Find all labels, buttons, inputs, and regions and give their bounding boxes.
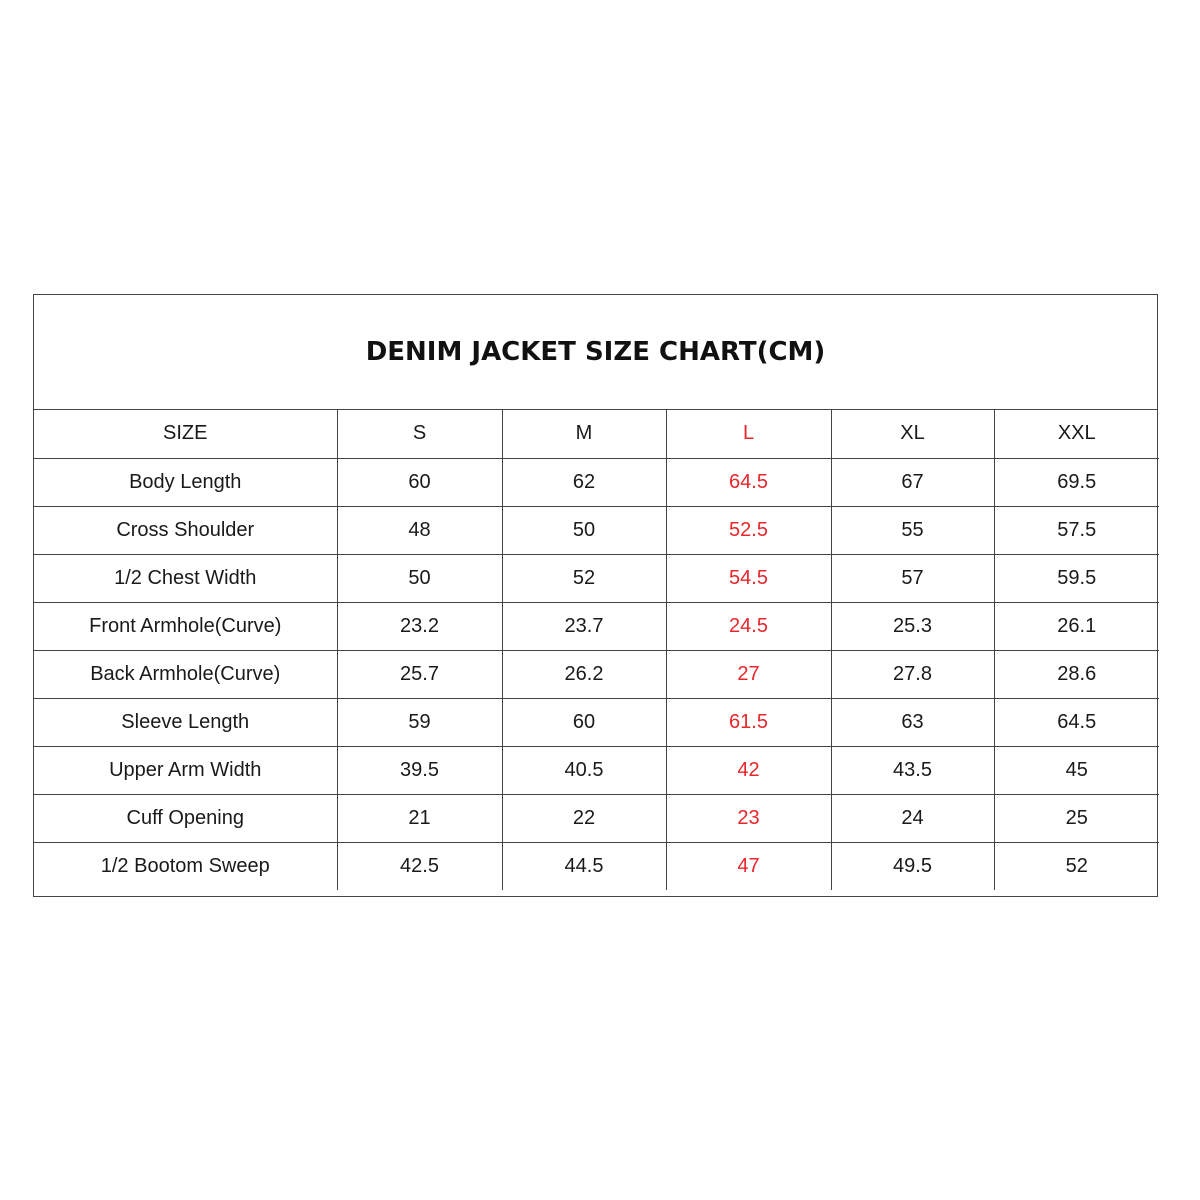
cell-l: 61.5	[666, 698, 831, 746]
row-label: Sleeve Length	[34, 698, 337, 746]
size-chart	[33, 294, 1158, 897]
cell-l: 23	[666, 794, 831, 842]
row-label: Front Armhole(Curve)	[34, 602, 337, 650]
cell-xxl: 64.5	[994, 698, 1159, 746]
row-label: Cuff Opening	[34, 794, 337, 842]
cell-m: 50	[502, 506, 666, 554]
cell-xxl: 52	[1065, 854, 1088, 877]
cell-xxl: 28.6	[994, 650, 1159, 698]
cell-xl: 24	[831, 794, 994, 842]
cell-xxl: 59.5	[994, 554, 1159, 602]
cell-xl: 27.8	[831, 650, 994, 698]
table-row	[34, 698, 1159, 746]
row-label: Back Armhole(Curve)	[34, 650, 337, 698]
header-size-s: S	[337, 410, 502, 458]
cell-s: 42.5	[337, 842, 502, 890]
cell-l: 42	[666, 746, 831, 794]
header-size-label: SIZE	[34, 410, 337, 458]
table-row	[34, 650, 1159, 698]
header-size-xl: XL	[831, 410, 994, 458]
cell-s: 59	[337, 698, 502, 746]
row-label: Upper Arm Width	[34, 746, 337, 794]
cell-xl: 43.5	[831, 746, 994, 794]
header-row	[34, 410, 1159, 458]
size-table	[34, 410, 1159, 890]
table-row	[34, 746, 1159, 794]
row-label: Body Length	[34, 458, 337, 506]
cell-xl: 57	[831, 554, 994, 602]
cell-xl: 25.3	[831, 602, 994, 650]
row-label: 1/2 Bootom Sweep	[34, 842, 337, 890]
cell-xxl: 25	[994, 794, 1159, 842]
cell-m: 60	[502, 698, 666, 746]
row-label: Cross Shoulder	[34, 506, 337, 554]
table-row	[34, 602, 1159, 650]
cell-l: 52.5	[666, 506, 831, 554]
cell-s: 60	[337, 458, 502, 506]
cell-m: 40.5	[502, 746, 666, 794]
cell-s: 48	[337, 506, 502, 554]
table-row	[34, 506, 1159, 554]
cell-xl: 67	[831, 458, 994, 506]
header-size-m: M	[502, 410, 666, 458]
table-row	[34, 842, 1159, 890]
cell-l: 47	[666, 842, 831, 890]
cell-l: 27	[666, 650, 831, 698]
cell-xl: 55	[831, 506, 994, 554]
cell-s: 50	[337, 554, 502, 602]
title-row	[34, 295, 1157, 410]
cell-xxl: 26.1	[994, 602, 1159, 650]
table-row	[34, 794, 1159, 842]
cell-m: 23.7	[502, 602, 666, 650]
cell-m: 44.5	[502, 842, 666, 890]
cell-m: 62	[502, 458, 666, 506]
table-row	[34, 458, 1159, 506]
cell-xxl: 57.5	[994, 506, 1159, 554]
cell-l: 64.5	[666, 458, 831, 506]
table-row	[34, 554, 1159, 602]
cell-xxl: 69.5	[994, 458, 1159, 506]
row-label: 1/2 Chest Width	[34, 554, 337, 602]
cell-s: 25.7	[337, 650, 502, 698]
cell-xl: 63	[831, 698, 994, 746]
cell-xxl: 45	[994, 746, 1159, 794]
cell-m: 26.2	[502, 650, 666, 698]
cell-l: 24.5	[666, 602, 831, 650]
cell-s: 23.2	[337, 602, 502, 650]
cell-l: 54.5	[666, 554, 831, 602]
header-size-xxl: XXL	[994, 410, 1159, 458]
cell-xl: 49.5	[831, 842, 994, 890]
cell-m: 22	[502, 794, 666, 842]
cell-s: 39.5	[337, 746, 502, 794]
cell-m: 52	[502, 554, 666, 602]
cell-s: 21	[337, 794, 502, 842]
header-size-l: L	[666, 410, 831, 458]
chart-title: DENIM JACKET SIZE CHART(CM)	[365, 337, 826, 367]
